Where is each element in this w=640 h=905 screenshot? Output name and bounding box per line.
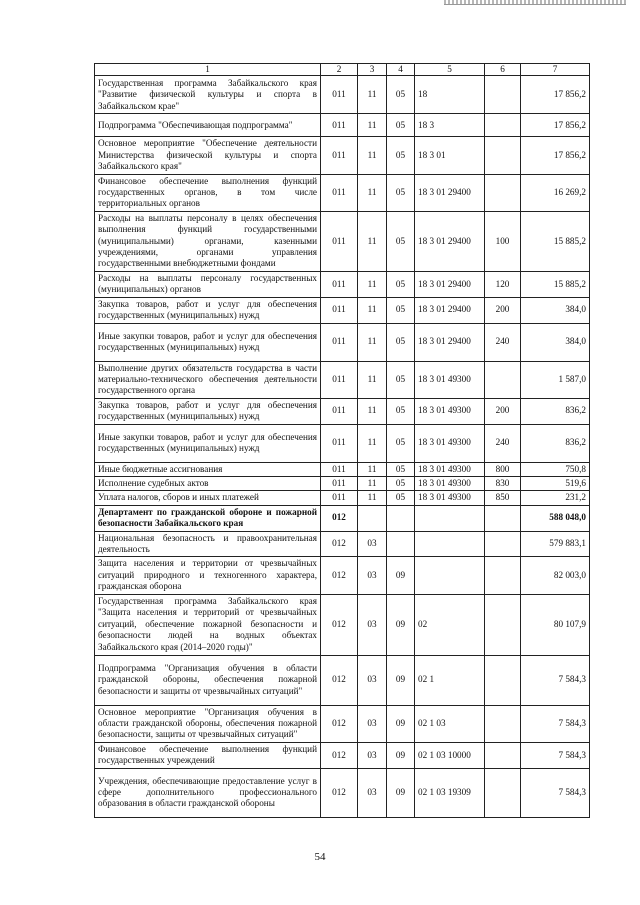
- table-row: [95, 491, 590, 505]
- row-amount: 384,0: [521, 297, 590, 323]
- row-amount: 1 587,0: [521, 361, 590, 398]
- row-code-section: 03: [358, 705, 387, 742]
- row-code-target: 02 1 03 19309: [415, 768, 485, 817]
- budget-table: [94, 63, 590, 818]
- table-row: [95, 476, 590, 490]
- row-code-target: 18 3 01 49300: [415, 424, 485, 462]
- row-code-subsection: 05: [387, 323, 415, 361]
- header-row: [95, 64, 590, 76]
- row-code-subsection: 05: [387, 476, 415, 490]
- row-code-section: 03: [358, 768, 387, 817]
- row-code-subsection: 09: [387, 705, 415, 742]
- row-code-target: 02 1 03 10000: [415, 742, 485, 768]
- row-code-subsection: 05: [387, 297, 415, 323]
- row-code-expense-type: [485, 114, 521, 137]
- row-code-section: 11: [358, 137, 387, 174]
- row-code-target: 18 3 01 49300: [415, 462, 485, 476]
- row-code-target: [415, 531, 485, 557]
- row-code-expense-type: [485, 655, 521, 705]
- row-code-admin: 012: [321, 531, 358, 557]
- row-name: Государственная программа Забайкальского края "Развитие физической культуры и спорта в Забайкальском крае": [95, 76, 321, 114]
- row-code-admin: 011: [321, 476, 358, 490]
- row-code-target: [415, 505, 485, 531]
- row-code-target: 18 3: [415, 114, 485, 137]
- table-row: [95, 398, 590, 424]
- table-row: [95, 271, 590, 297]
- row-amount: 17 856,2: [521, 76, 590, 114]
- row-code-admin: 012: [321, 705, 358, 742]
- row-name: Финансовое обеспечение выполнения функций государственных органов, в том числе территориальных органов: [95, 174, 321, 211]
- row-amount: 836,2: [521, 398, 590, 424]
- row-code-section: 11: [358, 114, 387, 137]
- row-code-section: 11: [358, 174, 387, 211]
- row-name: Закупка товаров, работ и услуг для обеспечения государственных (муниципальных) нужд: [95, 297, 321, 323]
- row-code-subsection: 09: [387, 768, 415, 817]
- row-code-target: 18 3 01 49300: [415, 398, 485, 424]
- table-row: [95, 557, 590, 594]
- row-code-subsection: 05: [387, 114, 415, 137]
- row-code-expense-type: [485, 505, 521, 531]
- table-row: [95, 655, 590, 705]
- row-name: Национальная безопасность и правоохранительная деятельность: [95, 531, 321, 557]
- row-code-admin: 012: [321, 742, 358, 768]
- row-code-subsection: 09: [387, 594, 415, 655]
- row-code-target: 18 3 01 29400: [415, 323, 485, 361]
- row-code-subsection: 05: [387, 361, 415, 398]
- row-code-expense-type: 240: [485, 323, 521, 361]
- row-name: Иные закупки товаров, работ и услуг для обеспечения государственных (муниципальных) нужд: [95, 323, 321, 361]
- row-amount: 836,2: [521, 424, 590, 462]
- row-amount: 80 107,9: [521, 594, 590, 655]
- page-number: 54: [314, 851, 326, 863]
- row-code-subsection: 05: [387, 174, 415, 211]
- row-code-expense-type: 120: [485, 271, 521, 297]
- row-name: Подпрограмма "Обеспечивающая подпрограмма": [95, 114, 321, 137]
- table-row: [95, 462, 590, 476]
- row-name: Выполнение других обязательств государства в части материально-технического обеспечения деятельности государственного органа: [95, 361, 321, 398]
- row-amount: 15 885,2: [521, 271, 590, 297]
- row-amount: 7 584,3: [521, 768, 590, 817]
- row-code-section: 11: [358, 476, 387, 490]
- table-row: [95, 114, 590, 137]
- row-code-section: 03: [358, 655, 387, 705]
- row-name: Учреждения, обеспечивающие предоставление услуг в сфере дополнительного профессионального образования в области гражданской обороны: [95, 768, 321, 817]
- row-code-admin: 011: [321, 137, 358, 174]
- row-name: Департамент по гражданской обороне и пожарной безопасности Забайкальского края: [95, 505, 321, 531]
- row-code-section: 11: [358, 462, 387, 476]
- row-amount: 750,8: [521, 462, 590, 476]
- row-code-subsection: 05: [387, 271, 415, 297]
- table-row: [95, 137, 590, 174]
- row-code-admin: 012: [321, 594, 358, 655]
- row-code-subsection: 09: [387, 557, 415, 594]
- row-code-admin: 011: [321, 297, 358, 323]
- row-code-subsection: 05: [387, 424, 415, 462]
- row-code-expense-type: 800: [485, 462, 521, 476]
- row-code-expense-type: [485, 174, 521, 211]
- row-code-admin: 011: [321, 398, 358, 424]
- table-row: [95, 297, 590, 323]
- table-row: [95, 531, 590, 557]
- row-code-admin: 011: [321, 211, 358, 271]
- row-code-expense-type: 200: [485, 398, 521, 424]
- row-code-subsection: [387, 505, 415, 531]
- row-code-target: 18 3 01 29400: [415, 211, 485, 271]
- row-amount: 588 048,0: [521, 505, 590, 531]
- col-header-2: 2: [321, 64, 358, 76]
- row-amount: 579 883,1: [521, 531, 590, 557]
- col-header-1: 1: [95, 64, 321, 76]
- table-row: [95, 594, 590, 655]
- row-code-target: 02 1: [415, 655, 485, 705]
- row-code-expense-type: 830: [485, 476, 521, 490]
- row-code-expense-type: [485, 742, 521, 768]
- row-code-section: 03: [358, 557, 387, 594]
- row-code-target: 18 3 01 49300: [415, 361, 485, 398]
- table-row: [95, 768, 590, 817]
- row-code-section: [358, 505, 387, 531]
- row-code-section: 03: [358, 594, 387, 655]
- row-code-admin: 011: [321, 491, 358, 505]
- table-row: [95, 211, 590, 271]
- row-name: Государственная программа Забайкальского края "Защита населения и территорий от чрезвычайных ситуаций, обеспечение пожарной безопасности и безопасности людей на водных объектах Забайкальского края (2014–2020 годы)": [95, 594, 321, 655]
- table-row: [95, 361, 590, 398]
- row-name: Закупка товаров, работ и услуг для обеспечения государственных (муниципальных) нужд: [95, 398, 321, 424]
- row-amount: 384,0: [521, 323, 590, 361]
- row-name: Иные закупки товаров, работ и услуг для обеспечения государственных (муниципальных) нужд: [95, 424, 321, 462]
- row-code-target: [415, 557, 485, 594]
- top-edge-mark: [444, 0, 626, 5]
- row-code-expense-type: [485, 137, 521, 174]
- row-code-section: 11: [358, 297, 387, 323]
- row-code-admin: 011: [321, 174, 358, 211]
- table-row: [95, 505, 590, 531]
- row-code-subsection: 05: [387, 137, 415, 174]
- row-code-expense-type: 100: [485, 211, 521, 271]
- row-code-expense-type: [485, 557, 521, 594]
- row-code-section: 11: [358, 76, 387, 114]
- row-code-expense-type: 240: [485, 424, 521, 462]
- table-row: [95, 323, 590, 361]
- row-code-target: 18 3 01 29400: [415, 271, 485, 297]
- table-row: [95, 742, 590, 768]
- row-code-subsection: 05: [387, 491, 415, 505]
- row-code-admin: 011: [321, 271, 358, 297]
- row-code-expense-type: [485, 531, 521, 557]
- row-code-subsection: 05: [387, 462, 415, 476]
- row-code-target: 02 1 03: [415, 705, 485, 742]
- row-code-expense-type: [485, 361, 521, 398]
- row-code-target: 18 3 01 49300: [415, 491, 485, 505]
- row-code-subsection: 09: [387, 742, 415, 768]
- row-code-admin: 011: [321, 424, 358, 462]
- row-code-expense-type: [485, 705, 521, 742]
- row-code-admin: 011: [321, 361, 358, 398]
- row-amount: 17 856,2: [521, 137, 590, 174]
- col-header-5: 5: [415, 64, 485, 76]
- row-name: Расходы на выплаты персоналу в целях обеспечения выполнения функций государственными (муниципальными) органами, казенными учреждениями, органами управления государственными внебюджетными фондами: [95, 211, 321, 271]
- row-name: Подпрограмма "Организация обучения в области гражданской обороны, обеспечения пожарной безопасности и защиты от чрезвычайных ситуаций": [95, 655, 321, 705]
- row-amount: 7 584,3: [521, 742, 590, 768]
- row-code-expense-type: [485, 594, 521, 655]
- row-amount: 7 584,3: [521, 655, 590, 705]
- row-code-admin: 011: [321, 76, 358, 114]
- row-amount: 17 856,2: [521, 114, 590, 137]
- row-code-section: 03: [358, 531, 387, 557]
- col-header-6: 6: [485, 64, 521, 76]
- row-code-subsection: 05: [387, 76, 415, 114]
- row-code-target: 18 3 01 29400: [415, 297, 485, 323]
- row-code-subsection: 05: [387, 211, 415, 271]
- col-header-4: 4: [387, 64, 415, 76]
- row-code-section: 11: [358, 398, 387, 424]
- row-code-target: 02: [415, 594, 485, 655]
- row-code-target: 18 3 01 29400: [415, 174, 485, 211]
- row-code-target: 18 3 01 49300: [415, 476, 485, 490]
- row-code-admin: 011: [321, 462, 358, 476]
- row-name: Уплата налогов, сборов и иных платежей: [95, 491, 321, 505]
- row-code-admin: 012: [321, 768, 358, 817]
- row-code-section: 11: [358, 211, 387, 271]
- row-code-section: 03: [358, 742, 387, 768]
- row-amount: 15 885,2: [521, 211, 590, 271]
- row-name: Расходы на выплаты персоналу государственных (муниципальных) органов: [95, 271, 321, 297]
- row-code-target: 18: [415, 76, 485, 114]
- col-header-3: 3: [358, 64, 387, 76]
- row-code-expense-type: [485, 768, 521, 817]
- row-name: Основное мероприятие "Обеспечение деятельности Министерства физической культуры и спорта Забайкальского края": [95, 137, 321, 174]
- row-code-target: 18 3 01: [415, 137, 485, 174]
- row-name: Основное мероприятие "Организация обучения в области гражданской обороны, обеспечения пожарной безопасности, защиты от чрезвычайных ситуаций": [95, 705, 321, 742]
- row-name: Защита населения и территории от чрезвычайных ситуаций природного и техногенного характера, гражданская оборона: [95, 557, 321, 594]
- row-code-admin: 011: [321, 323, 358, 361]
- row-code-section: 11: [358, 323, 387, 361]
- table-row: [95, 705, 590, 742]
- row-code-subsection: [387, 531, 415, 557]
- row-code-admin: 012: [321, 655, 358, 705]
- row-code-section: 11: [358, 491, 387, 505]
- row-code-expense-type: 200: [485, 297, 521, 323]
- table-row: [95, 174, 590, 211]
- row-name: Исполнение судебных актов: [95, 476, 321, 490]
- row-amount: 82 003,0: [521, 557, 590, 594]
- row-name: Финансовое обеспечение выполнения функций государственных учреждений: [95, 742, 321, 768]
- row-code-section: 11: [358, 271, 387, 297]
- row-code-admin: 012: [321, 505, 358, 531]
- row-code-admin: 011: [321, 114, 358, 137]
- row-amount: 519,6: [521, 476, 590, 490]
- row-code-expense-type: [485, 76, 521, 114]
- row-code-subsection: 09: [387, 655, 415, 705]
- col-header-7: 7: [521, 64, 590, 76]
- row-code-expense-type: 850: [485, 491, 521, 505]
- row-amount: 7 584,3: [521, 705, 590, 742]
- table-row: [95, 424, 590, 462]
- row-code-subsection: 05: [387, 398, 415, 424]
- row-amount: 16 269,2: [521, 174, 590, 211]
- row-code-section: 11: [358, 424, 387, 462]
- row-code-section: 11: [358, 361, 387, 398]
- row-name: Иные бюджетные ассигнования: [95, 462, 321, 476]
- table-row: [95, 76, 590, 114]
- row-code-admin: 012: [321, 557, 358, 594]
- row-amount: 231,2: [521, 491, 590, 505]
